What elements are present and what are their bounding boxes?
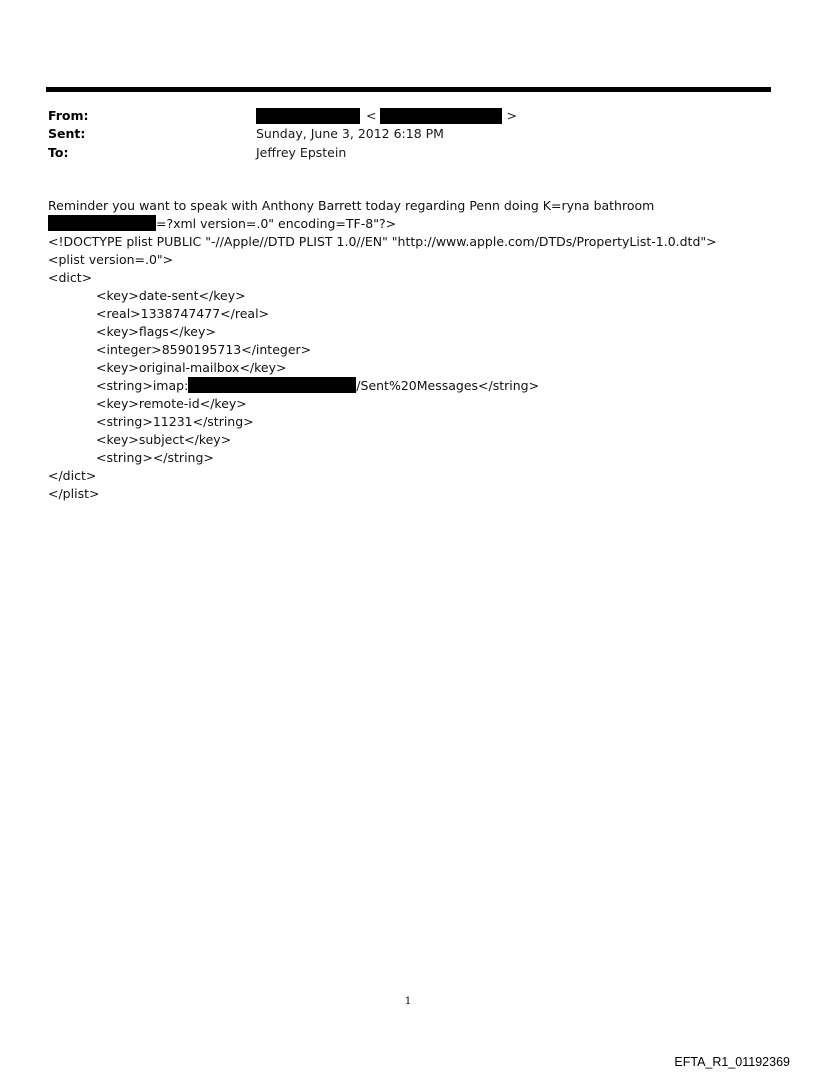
from-value — [256, 108, 517, 124]
string-imap-prefix: <string>imap: — [96, 378, 189, 393]
sent-value: Sunday, June 3, 2012 6:18 PM — [256, 126, 444, 141]
string-imap-line — [96, 377, 539, 395]
key-remote-id-line: <key>remote-id</key> — [96, 396, 247, 411]
from-open-bracket: < — [365, 108, 377, 123]
to-label: To: — [48, 145, 69, 160]
to-value: Jeffrey Epstein — [256, 145, 347, 160]
xml-declaration-line — [48, 215, 396, 233]
dict-open-line: <dict> — [48, 270, 93, 285]
integer-value-line: <integer>8590195713</integer> — [96, 342, 312, 357]
page-number: 1 — [404, 996, 412, 1007]
plist-open-line: <plist version=.0"> — [48, 252, 174, 267]
redaction-block — [256, 108, 360, 124]
key-original-mailbox-line: <key>original-mailbox</key> — [96, 360, 287, 375]
key-subject-line: <key>subject</key> — [96, 432, 232, 447]
from-close-bracket: > — [506, 108, 517, 123]
string-imap-suffix: /Sent%20Messages</string> — [356, 378, 540, 393]
xml-declaration-text: =?xml version=.0" encoding=TF-8"?> — [156, 216, 397, 231]
key-date-sent-line: <key>date-sent</key> — [96, 288, 246, 303]
from-label: From: — [48, 108, 89, 123]
sent-label: Sent: — [48, 126, 86, 141]
bates-number: EFTA_R1_01192369 — [674, 1055, 790, 1069]
dict-close-line: </dict> — [48, 468, 97, 483]
string-subject-line: <string></string> — [96, 450, 214, 465]
doctype-line: <!DOCTYPE plist PUBLIC "-//Apple//DTD PLIST 1.0//EN" "http://www.apple.com/DTDs/PropertyList-1.0.dtd"> — [48, 234, 717, 249]
key-flags-line: <key>flags</key> — [96, 324, 216, 339]
header-rule — [46, 87, 771, 92]
redaction-block — [188, 377, 356, 393]
redaction-block — [380, 108, 502, 124]
reminder-line: Reminder you want to speak with Anthony Barrett today regarding Penn doing K=ryna bathroom — [48, 198, 655, 213]
plist-close-line: </plist> — [48, 486, 100, 501]
string-remote-id-line: <string>11231</string> — [96, 414, 254, 429]
real-value-line: <real>1338747477</real> — [96, 306, 270, 321]
redaction-block — [48, 215, 156, 231]
